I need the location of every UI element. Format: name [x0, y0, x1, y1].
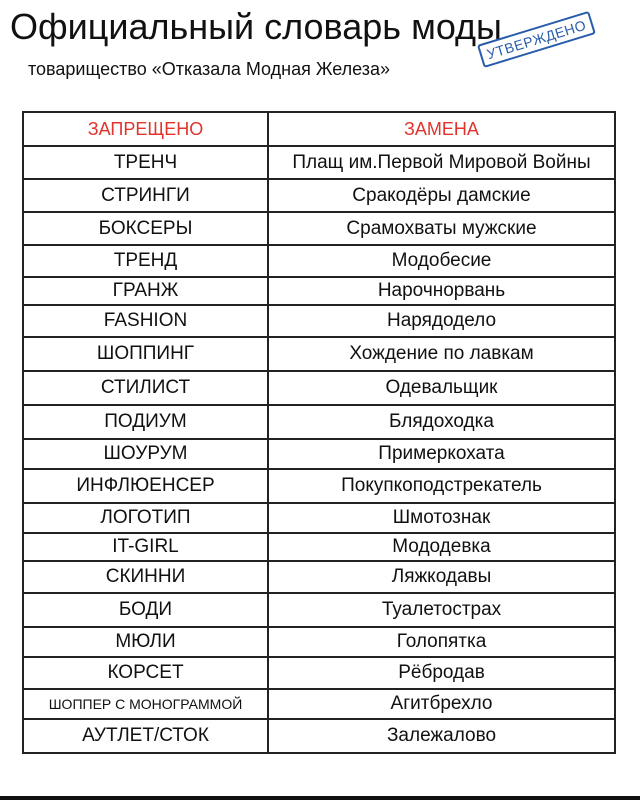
table-row [23, 627, 615, 657]
table-row [23, 593, 615, 627]
approved-stamp: УТВЕРЖДЕНО [477, 11, 596, 68]
replacement-term: Нарочнорвань [268, 277, 615, 305]
table-row [23, 146, 615, 179]
replacement-term: Срамохваты мужские [268, 212, 615, 245]
forbidden-term: БОДИ [23, 593, 268, 627]
table-row [23, 657, 615, 689]
forbidden-term: ШОППЕР С МОНОГРАММОЙ [23, 689, 268, 719]
page-title: Официальный словарь моды [10, 6, 502, 47]
page-subtitle: товарищество «Отказала Модная Железа» [28, 59, 391, 79]
table-row [23, 503, 615, 533]
replacement-term: Шмотознак [268, 503, 615, 533]
replacement-term: Залежалово [268, 719, 615, 753]
forbidden-term: КОРСЕТ [23, 657, 268, 689]
replacement-term: Мододевка [268, 533, 615, 561]
table-row [23, 561, 615, 593]
bottom-divider [0, 796, 640, 800]
header-forbidden: ЗАПРЕЩЕНО [23, 112, 268, 146]
replacement-term: Ляжкодавы [268, 561, 615, 593]
replacement-term: Одевальщик [268, 371, 615, 405]
table-row [23, 405, 615, 439]
replacement-term: Модобесие [268, 245, 615, 277]
replacement-term: Рёбродав [268, 657, 615, 689]
table-row [23, 277, 615, 305]
table-row [23, 689, 615, 719]
forbidden-term: ШОУРУМ [23, 439, 268, 469]
forbidden-term: ТРЕНД [23, 245, 268, 277]
forbidden-term: ИНФЛЮЕНСЕР [23, 469, 268, 503]
forbidden-term: ЛОГОТИП [23, 503, 268, 533]
table-row [23, 305, 615, 337]
table-row [23, 719, 615, 753]
table-row [23, 371, 615, 405]
dictionary-table [22, 111, 616, 754]
forbidden-term: IT-GIRL [23, 533, 268, 561]
replacement-term: Плащ им.Первой Мировой Войны [268, 146, 615, 179]
forbidden-term: ГРАНЖ [23, 277, 268, 305]
replacement-term: Примеркохата [268, 439, 615, 469]
forbidden-term: МЮЛИ [23, 627, 268, 657]
replacement-term: Блядоходка [268, 405, 615, 439]
header-replacement: ЗАМЕНА [268, 112, 615, 146]
table-row [23, 179, 615, 212]
replacement-term: Сракодёры дамские [268, 179, 615, 212]
replacement-term: Агитбрехло [268, 689, 615, 719]
replacement-term: Туалетострах [268, 593, 615, 627]
replacement-term: Покупкоподстрекатель [268, 469, 615, 503]
table-row [23, 245, 615, 277]
forbidden-term: АУТЛЕТ/СТОК [23, 719, 268, 753]
replacement-term: Голопятка [268, 627, 615, 657]
table-row [23, 212, 615, 245]
forbidden-term: СТИЛИСТ [23, 371, 268, 405]
table-row [23, 469, 615, 503]
forbidden-term: ПОДИУМ [23, 405, 268, 439]
table-row [23, 533, 615, 561]
forbidden-term: ШОППИНГ [23, 337, 268, 371]
replacement-term: Хождение по лавкам [268, 337, 615, 371]
forbidden-term: ТРЕНЧ [23, 146, 268, 179]
forbidden-term: СТРИНГИ [23, 179, 268, 212]
replacement-term: Нарядодело [268, 305, 615, 337]
forbidden-term: СКИННИ [23, 561, 268, 593]
table-row [23, 337, 615, 371]
forbidden-term: FASHION [23, 305, 268, 337]
table-row [23, 439, 615, 469]
table-header-row [23, 112, 615, 146]
forbidden-term: БОКСЕРЫ [23, 212, 268, 245]
